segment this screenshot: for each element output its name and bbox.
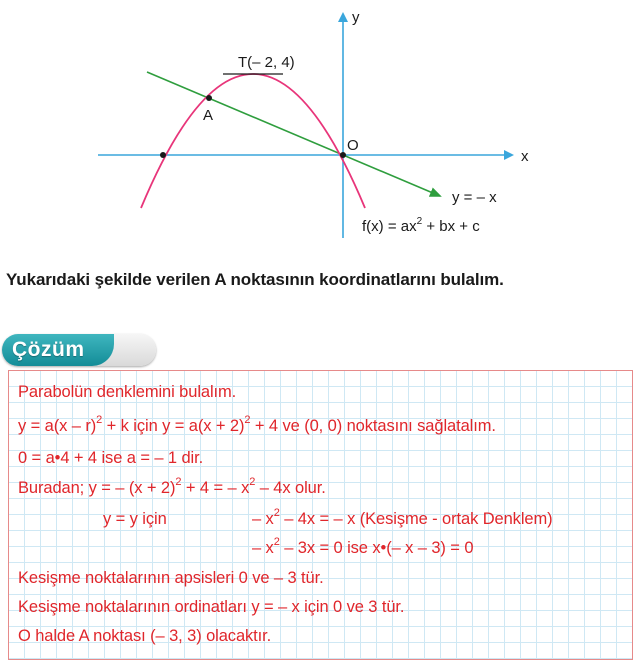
- vertex-label: T(– 2, 4): [238, 54, 295, 71]
- question-text: Yukarıdaki şekilde verilen A noktasının koordinatlarını bulalım.: [6, 270, 504, 289]
- solution-line-1: Parabolün denklemini bulalım.: [18, 383, 237, 401]
- solution-line-8: Kesişme noktalarının ordinatları y = – x için 0 ve 3 tür.: [18, 598, 405, 616]
- point-origin: [340, 152, 346, 158]
- parabola-equation-label: $f(x) = ax^2$ + bx + c: [362, 216, 480, 235]
- cozum-label: Çözüm: [2, 334, 114, 366]
- solution-line-3: 0 = a•4 + 4 ise a = – 1 dir.: [18, 449, 204, 467]
- parabola-curve: [141, 74, 365, 208]
- point-root-left: [160, 152, 166, 158]
- solution-line-6: – $x^2 - 3x = 0$ ise x•(– x – 3) = 0: [252, 535, 474, 557]
- solution-line-7: Kesişme noktalarının apsisleri 0 ve – 3 tür.: [18, 569, 324, 587]
- solution-line-5-right: – $x^2 - 4x$ = – x (Kesişme - ortak Denklem): [252, 506, 553, 528]
- solution-line-4: Buradan; y = – $(x + 2)^2 + 4$ = – $x^2 - 4x$ olur.: [18, 475, 326, 497]
- cozum-heading: [2, 334, 158, 368]
- solution-line-5-left: y = y için: [103, 510, 167, 528]
- line-equation-label: y = – x: [452, 189, 497, 206]
- graph-figure: [0, 0, 633, 250]
- solution-line-9: O halde A noktası (– 3, 3) olacaktır.: [18, 627, 272, 645]
- point-a: [206, 95, 212, 101]
- point-a-label: A: [203, 107, 214, 124]
- y-axis-label: y: [352, 9, 360, 26]
- origin-label: O: [347, 137, 359, 154]
- solution-line-2: y = a(x – r)$^2$ + k için $y = a(x + 2)^2 + 4$ ve (0, 0) noktasını sağlatalım.: [18, 413, 496, 435]
- x-axis-label: x: [521, 148, 529, 165]
